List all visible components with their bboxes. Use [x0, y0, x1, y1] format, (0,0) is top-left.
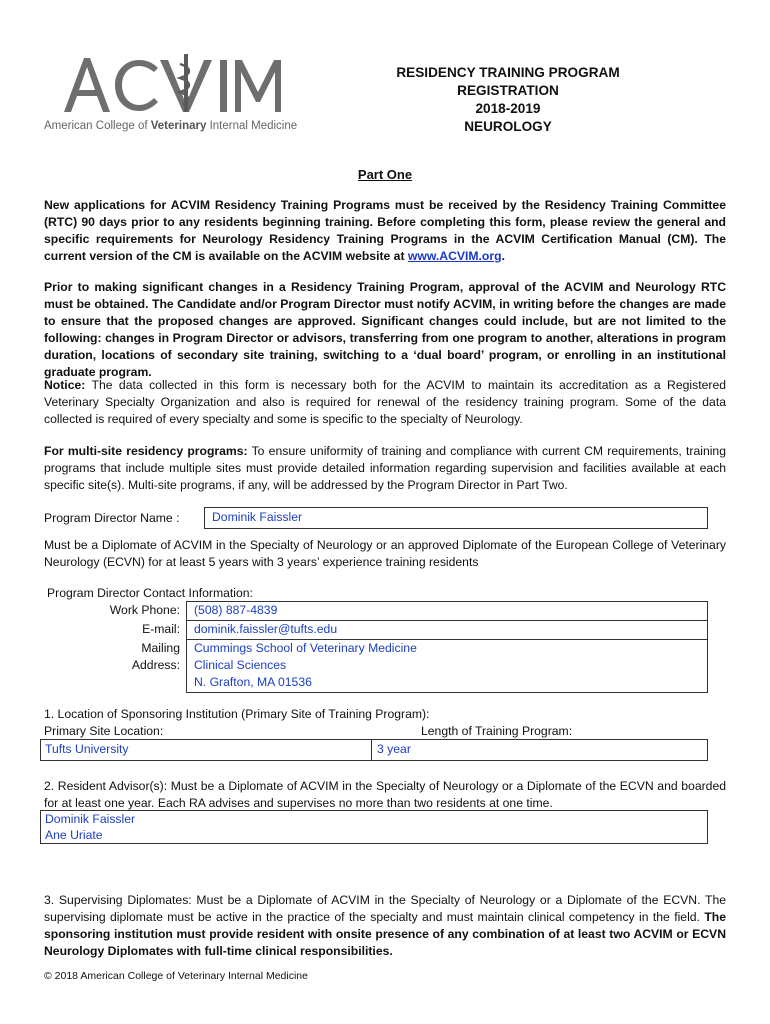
- address-label: Address:: [131, 658, 180, 672]
- length-field[interactable]: 3 year: [377, 742, 411, 756]
- logo-wordmark: ACVIM: [62, 54, 66, 55]
- logo-subtitle: American College of Veterinary Internal Medicine: [44, 120, 298, 132]
- address-field[interactable]: [194, 640, 417, 691]
- title-line-3: NEUROLOGY: [464, 119, 552, 134]
- primary-site-field[interactable]: Tufts University: [45, 742, 129, 756]
- section1-table: [40, 739, 708, 761]
- resident-advisor-field[interactable]: [40, 810, 708, 844]
- work-phone-label: Work Phone:: [109, 603, 180, 617]
- title-line-2: 2018-2019: [475, 101, 541, 116]
- program-director-name-field[interactable]: Dominik Faissler: [204, 507, 708, 529]
- multisite-paragraph: For multi-site residency programs: To ensure uniformity of training and compliance with current CM requirements, training programs that include multiple sites must provide detailed information regarding supervision and facilities available at each specific site(s). Multi-site programs, if any, will be addressed by the Program Director in Part Two.: [44, 444, 726, 492]
- primary-site-label: Primary Site Location:: [44, 724, 164, 738]
- program-director-requirement: Must be a Diplomate of ACVIM in the Specialty of Neurology or an approved Diplomate of the European College of Veterinary Neurology (ECVN) for at least 5 years with 3 years’ experience training residents: [44, 538, 726, 569]
- work-phone-field[interactable]: (508) 887-4839: [194, 603, 278, 617]
- address-line-1: Cummings School of Veterinary Medicine: [194, 641, 417, 655]
- acvim-website-link[interactable]: www.ACVIM.org: [407, 249, 502, 263]
- section2-text: 2. Resident Advisor(s): Must be a Diplomate of ACVIM in the Specialty of Neurology or a Diplomate of the ECVN and boarded for at least one year. Each RA advises and supervises no more than two residents at one time.: [44, 779, 726, 810]
- intro-paragraph: New applications for ACVIM Residency Training Programs must be received by the Residency Training Committee (RTC) 90 days prior to any residents beginning training. Before completing this form, please review the general and specific requirements for Neurology Residency Training Programs in the ACVIM Certification Manual (CM). The current version of the CM is available on the ACVIM website at www.ACVIM.org.: [44, 198, 726, 263]
- logo-letter-i: [220, 60, 227, 112]
- section3-text: 3. Supervising Diplomates: Must be a Diplomate of ACVIM in the Specialty of Neurology or a Diplomate of the ECVN. The supervising diplomate must be active in the practice of the specialty and must maintain clinical competency in the field. The sponsoring institution must provide resident with onsite presence of any combination of at least two ACVIM or ECVN Neurology Diplomates with full-time clinical responsibilities.: [44, 893, 726, 958]
- email-field[interactable]: dominik.faissler@tufts.edu: [194, 622, 338, 636]
- logo-letter-a: [64, 58, 110, 112]
- document-title: [350, 64, 666, 136]
- email-label: E-mail:: [142, 622, 180, 636]
- notice-paragraph: Notice: The data collected in this form is necessary both for the ACVIM to maintain its accreditation as a Registered Veterinary Specialty Organization and also is required for renewal of the residency training program. Some of the data collected is required of every specialty and some is specific to the specialty of Neurology.: [44, 378, 726, 426]
- title-line-1: RESIDENCY TRAINING PROGRAM REGISTRATION: [396, 65, 620, 98]
- program-director-label: Program Director Name :: [44, 511, 180, 525]
- contact-table: [186, 601, 708, 693]
- acvim-logo: [62, 54, 284, 114]
- logo-letter-m: [235, 60, 281, 112]
- length-label: Length of Training Program:: [421, 724, 573, 738]
- mailing-label: Mailing: [141, 641, 180, 655]
- address-line-3: N. Grafton, MA 01536: [194, 675, 312, 689]
- footer-copyright: © 2018 American College of Veterinary Internal Medicine: [44, 970, 308, 982]
- advisor-1: Dominik Faissler: [45, 812, 136, 826]
- address-line-2: Clinical Sciences: [194, 658, 287, 672]
- part-title: Part One: [357, 167, 413, 182]
- section1-heading: 1. Location of Sponsoring Institution (Primary Site of Training Program):: [44, 707, 430, 721]
- logo-letter-c: [115, 60, 158, 111]
- contact-heading: Program Director Contact Information:: [47, 586, 253, 600]
- changes-paragraph: Prior to making significant changes in a Residency Training Program, approval of the ACVIM and Neurology RTC must be obtained. The Candidate and/or Program Director must notify ACVIM, in writing before the changes are made to ensure that the proposed changes are approved. Significant changes could include, but are not limited to the following: changes in Program Director or advisors, transferring from one program to another, alterations in program duration, locations of secondary site training, switching to a ‘dual board’ program, or enrolling in an institutional graduate program.: [44, 280, 726, 379]
- advisor-2: Ane Uriate: [45, 828, 103, 842]
